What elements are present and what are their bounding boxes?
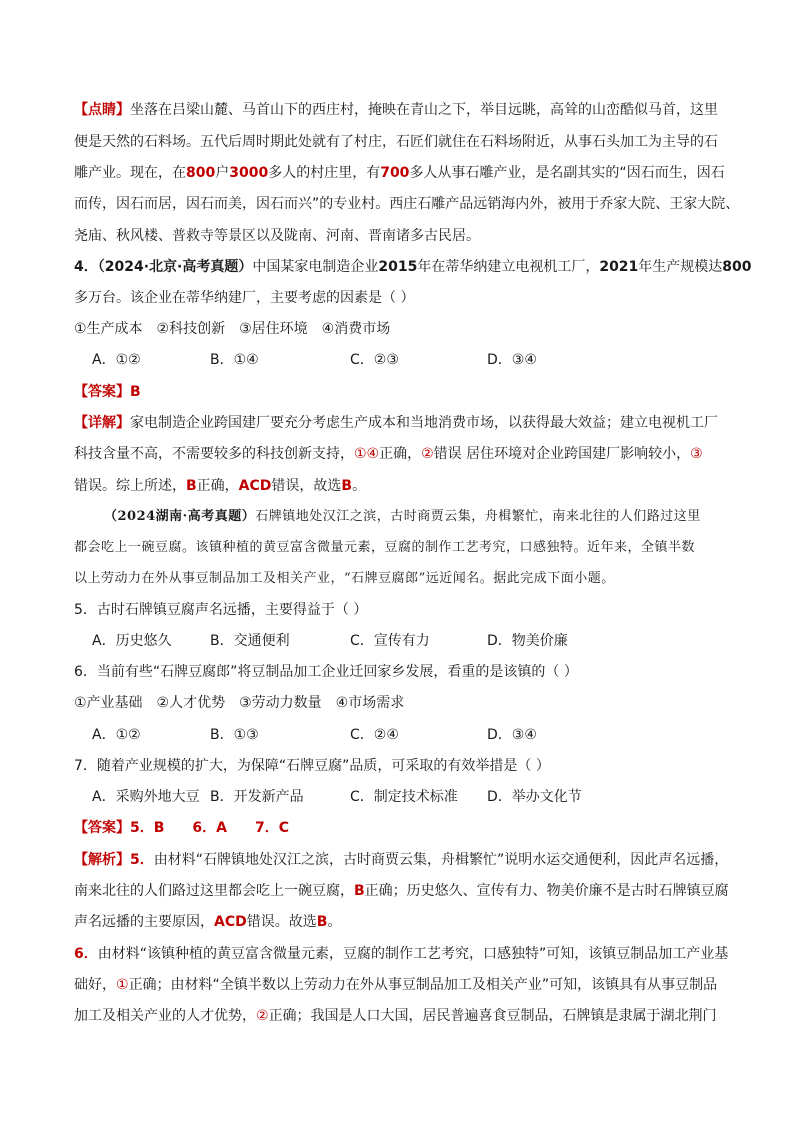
material-line-3: 以上劳动力在外从事豆制品加工及相关产业，“石牌豆腐郎”远近闻名。据此完成下面小题。 — [74, 571, 615, 586]
q5-option-b: B．交通便利 — [210, 633, 290, 649]
q4-option-c: C．②③ — [350, 352, 399, 368]
dianjing-line-4: 而传，因石而居，因石而美，因石而兴”的专业村。西庄石雕产品远销海内外，被用于乔家大院、王家大院、 — [74, 196, 740, 212]
q6-items: ①产业基础 ②人才优势 ③劳动力数量 ④市场需求 — [74, 695, 405, 711]
q5-7-answers: 【答案】5．B 6．A 7．C — [74, 820, 290, 836]
q4-items: ①生产成本 ②科技创新 ③居住环境 ④消费市场 — [74, 321, 391, 337]
q7-stem: 7．随着产业规模的扩大，为保障“石牌豆腐”品质，可采取的有效举措是（ ） — [74, 758, 550, 774]
material-line-2: 都会吃上一碗豆腐。该镇种植的黄豆富含微量元素，豆腐的制作工艺考究，口感独特。近年来，全镇半数 — [74, 540, 696, 555]
q6-option-b: B．①③ — [210, 727, 259, 743]
q5-stem: 5．古时石牌镇豆腐声名远播，主要得益于（ ） — [74, 602, 368, 618]
dianjing-line-1: 【点睛】坐落在吕梁山麓、马首山下的西庄村，掩映在青山之下，举目远眺，高耸的山峦酷似马首，这里 — [74, 102, 718, 118]
dianjing-label: 【点睛】 — [74, 102, 130, 118]
q7-option-b: B．开发新产品 — [210, 789, 304, 805]
q4-option-b: B．①④ — [210, 352, 259, 368]
q7-option-a: A．采购外地大豆 — [92, 789, 200, 805]
dianjing-line-5: 尧庙、秋风楼、普救寺等景区以及陇南、河南、晋南诸多古民居。 — [74, 228, 480, 244]
q6-option-a: A．①② — [92, 727, 141, 743]
q5-options — [92, 631, 732, 651]
dianjing-line-3: 雕产业。现在，在800户3000多人的村庄里，有700多人从事石雕产业，是名副其实的“因石而生，因石 — [74, 165, 725, 181]
q4-answer: 【答案】B — [74, 384, 141, 400]
q5-option-a: A．历史悠久 — [92, 633, 172, 649]
q6-option-d: D．③④ — [487, 727, 537, 743]
q7-options — [92, 787, 732, 807]
q4-detail-line-1: 【详解】家电制造企业跨国建厂要充分考虑生产成本和当地消费市场，以获得最大效益；建立电视机工厂 — [74, 415, 718, 431]
q6-option-c: C．②④ — [350, 727, 399, 743]
analysis-line-2: 南来北往的人们路过这里都会吃上一碗豆腐，B正确；历史悠久、宣传有力、物美价廉不是古时石牌镇豆腐 — [74, 883, 729, 899]
q4-detail-line-3: 错误。综上所述，B正确，ACD错误，故选B。 — [74, 478, 367, 494]
q4-option-d: D．③④ — [487, 352, 537, 368]
q4-stem-line-1: 4．（2024·北京·高考真题）中国某家电制造企业2015年在蒂华纳建立电视机工厂，2021年生产规模达800 — [74, 259, 752, 275]
q5-option-c: C．宣传有力 — [350, 633, 430, 649]
analysis-line-4: 6．由材料“该镇种植的黄豆富含微量元素，豆腐的制作工艺考究，口感独特”可知，该镇豆制品加工产业基 — [74, 946, 729, 962]
q7-option-d: D．举办文化节 — [487, 789, 582, 805]
q4-detail-line-2: 科技含量不高，不需要较多的科技创新支持，①④正确，②错误 居住环境对企业跨国建厂影响较小，③ — [74, 446, 703, 462]
analysis-line-1: 【解析】5．由材料“石牌镇地处汉江之滨，古时商贾云集，舟楫繁忙”说明水运交通便利，因此声名远播， — [74, 852, 729, 868]
q4-options — [92, 350, 732, 370]
analysis-line-5: 础好，①正确；由材料“全镇半数以上劳动力在外从事豆制品加工及相关产业”可知，该镇具有从事豆制品 — [74, 977, 718, 993]
material-line-1: （2024湖南·高考真题）石牌镇地处汉江之滨，古时商贾云集，舟楫繁忙，南来北往的人们路过这里 — [104, 509, 701, 524]
dianjing-line-2: 便是天然的石料场。五代后周时期此处就有了村庄，石匠们就住在石料场附近，从事石头加工为主导的石 — [74, 134, 718, 150]
analysis-line-6: 加工及相关产业的人才优势，②正确；我国是人口大国，居民普遍喜食豆制品，石牌镇是隶属于湖北荆门 — [74, 1008, 717, 1024]
q6-options — [92, 725, 732, 745]
analysis-line-3: 声名远播的主要原因，ACD错误。故选B。 — [74, 914, 342, 930]
q6-stem: 6．当前有些“石牌豆腐郎”将豆制品加工企业迁回家乡发展，看重的是该镇的（ ） — [74, 664, 578, 680]
q7-option-c: C．制定技术标准 — [350, 789, 458, 805]
q4-option-a: A．①② — [92, 352, 141, 368]
q5-option-d: D．物美价廉 — [487, 633, 568, 649]
q4-stem-line-2: 多万台。该企业在蒂华纳建厂，主要考虑的因素是（ ） — [74, 290, 415, 306]
